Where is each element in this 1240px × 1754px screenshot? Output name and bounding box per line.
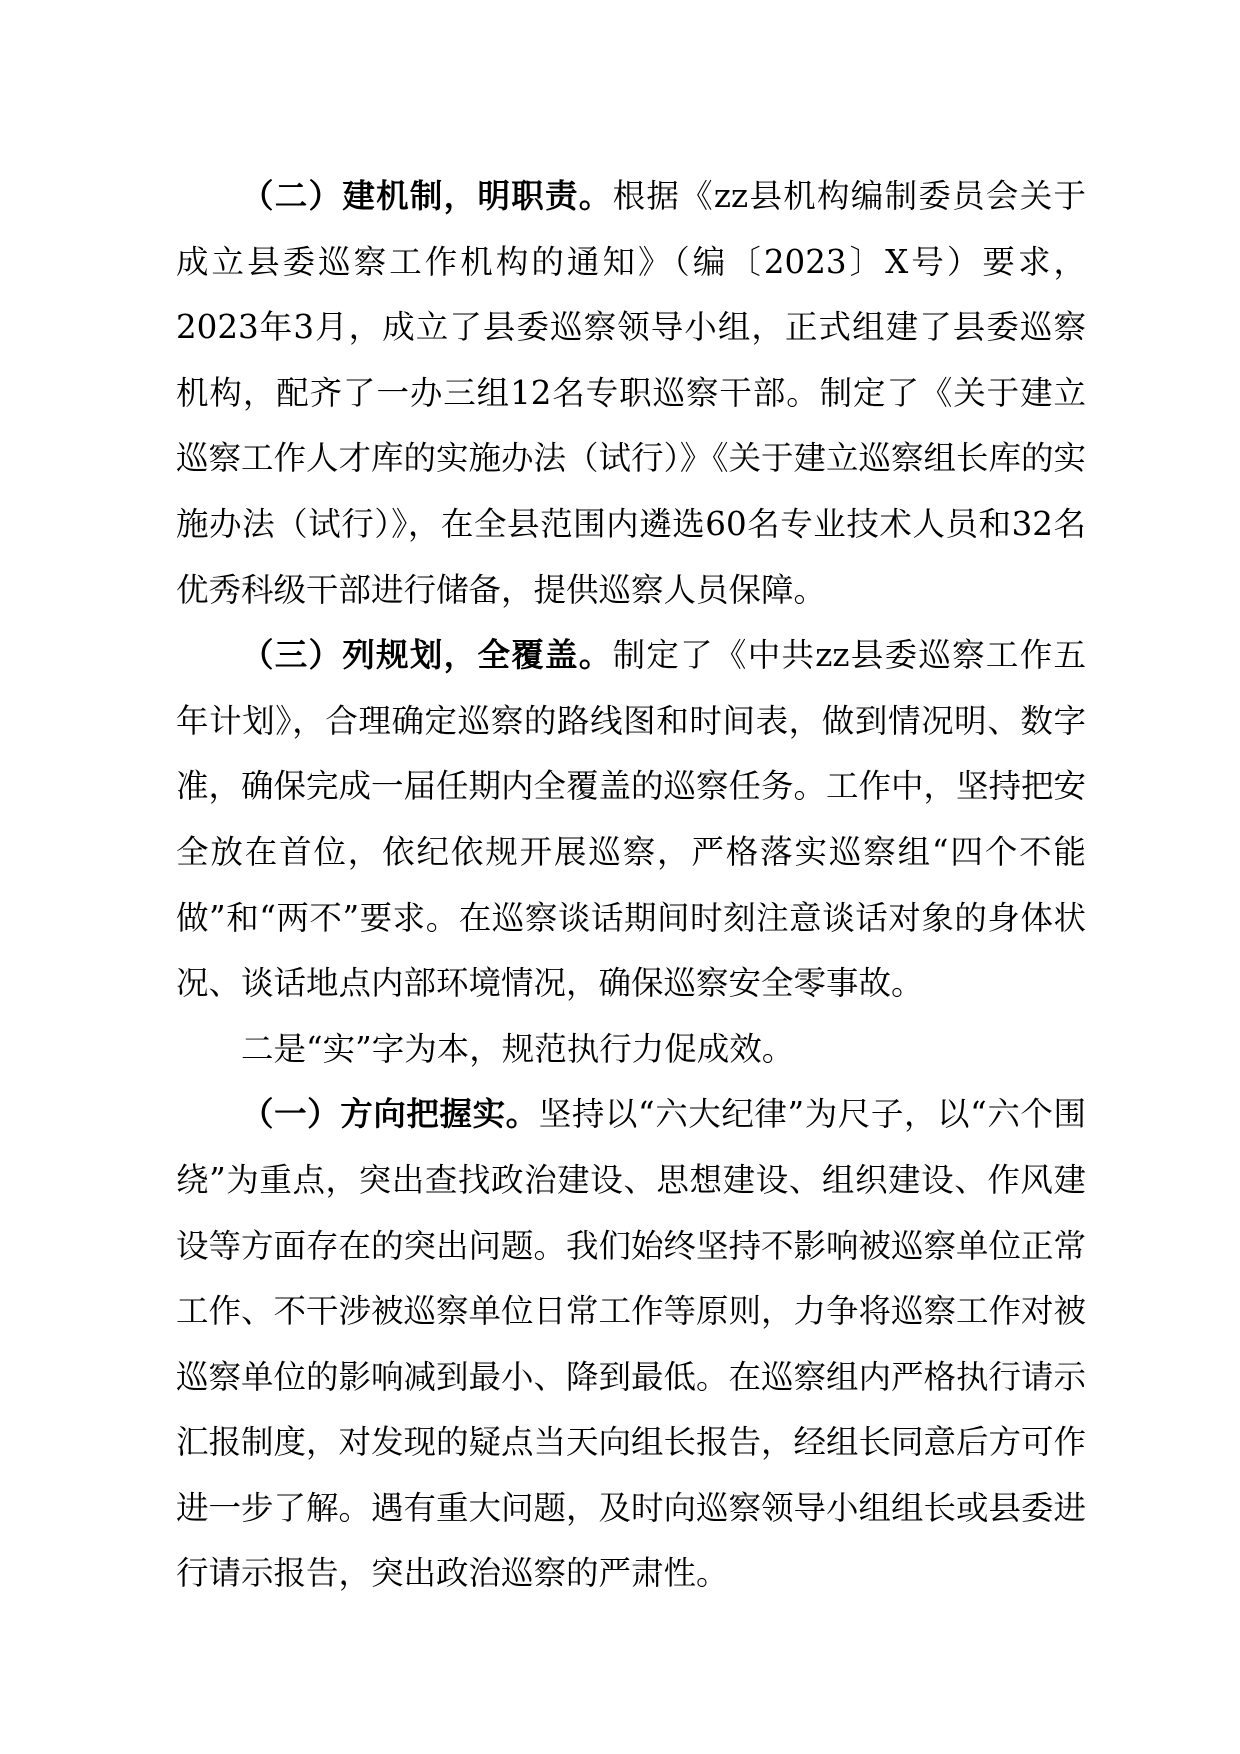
paragraph-heading: （三）列规划，全覆盖。 [241,636,613,675]
paragraph-heading: （一）方向把握实。 [241,1095,539,1134]
paragraph-section-two [176,1017,1086,1083]
document-page [176,164,1086,1607]
paragraph-body: 根据《zz县机构编制委员会关于成立县委巡察工作机构的通知》（编〔2023〕X号）要求，2023年3月，成立了县委巡察领导小组，正式组建了县委巡察机构，配齐了一办三组12名专职巡察干部。制定了《关于建立巡察工作人才库的实施办法（试行）》《关于建立巡察组长库的实施办法（试行）》，在全县范围内遴选60名专业技术人员和32名优秀科级干部进行储备，提供巡察人员保障。 [176,177,1087,609]
paragraph-planning [176,623,1086,1017]
paragraph-mechanism [176,164,1086,623]
paragraph-heading: （二）建机制，明职责。 [241,177,613,215]
paragraph-body: 二是“实”字为本，规范执行力促成效。 [241,1029,795,1068]
paragraph-direction [176,1082,1086,1607]
paragraph-body: 制定了《中共zz县委巡察工作五年计划》，合理确定巡察的路线图和时间表，做到情况明、数字准，确保完成一届任期内全覆盖的巡察任务。工作中，坚持把安全放在首位，依纪依规开展巡察，严格落实巡察组“四个不能做”和“两不”要求。在巡察谈话期间时刻注意谈话对象的身体状况、谈话地点内部环境情况，确保巡察安全零事故。 [176,636,1087,1003]
paragraph-body: 坚持以“六大纪律”为尺子，以“六个围绕”为重点，突出查找政治建设、思想建设、组织建设、作风建设等方面存在的突出问题。我们始终坚持不影响被巡察单位正常工作、不干涉被巡察单位日常工作等原则，力争将巡察工作对被巡察单位的影响减到最小、降到最低。在巡察组内严格执行请示汇报制度，对发现的疑点当天向组长报告，经组长同意后方可作进一步了解。遇有重大问题，及时向巡察领导小组组长或县委进行请示报告，突出政治巡察的严肃性。 [176,1095,1087,1593]
